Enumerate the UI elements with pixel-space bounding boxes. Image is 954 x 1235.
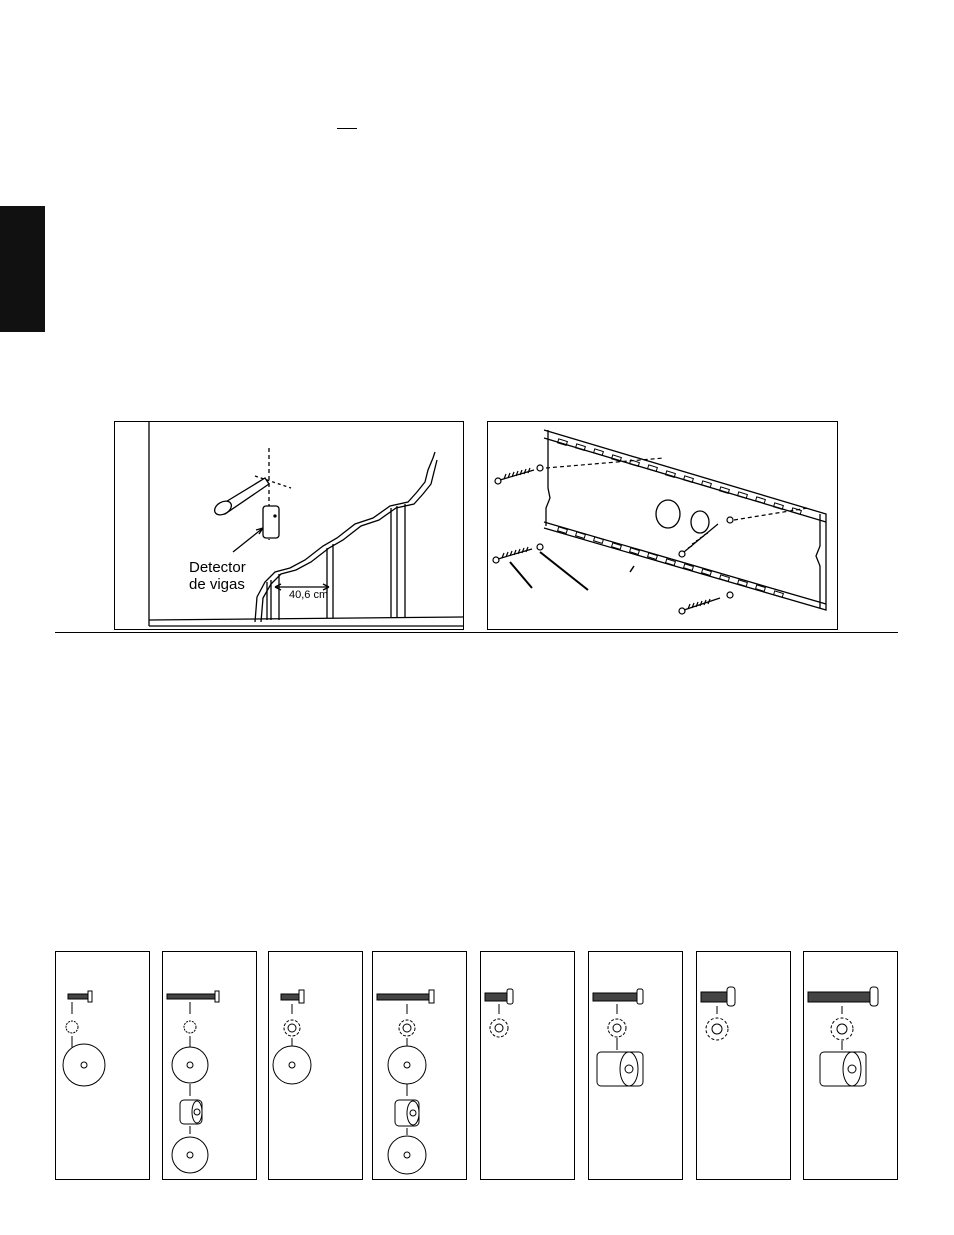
hardware-kit-2 bbox=[162, 951, 257, 1180]
wall-plate-illustration bbox=[487, 421, 838, 630]
hardware-kit-5 bbox=[480, 951, 575, 1180]
blank-rule bbox=[337, 128, 357, 129]
hardware-kit-7 bbox=[696, 951, 791, 1180]
spacing-label: 40,6 cm bbox=[289, 589, 329, 601]
hardware-kit-4 bbox=[372, 951, 467, 1180]
hardware-kit-6 bbox=[588, 951, 683, 1180]
detector-label-line2: de vigas bbox=[189, 576, 245, 593]
detector-label-line1: Detector bbox=[189, 559, 246, 576]
section-divider bbox=[55, 632, 898, 633]
hardware-kit-3 bbox=[268, 951, 363, 1180]
hardware-kit-8 bbox=[803, 951, 898, 1180]
section-tab bbox=[0, 206, 45, 332]
stud-finder-illustration bbox=[114, 421, 464, 630]
hardware-kit-1 bbox=[55, 951, 150, 1180]
